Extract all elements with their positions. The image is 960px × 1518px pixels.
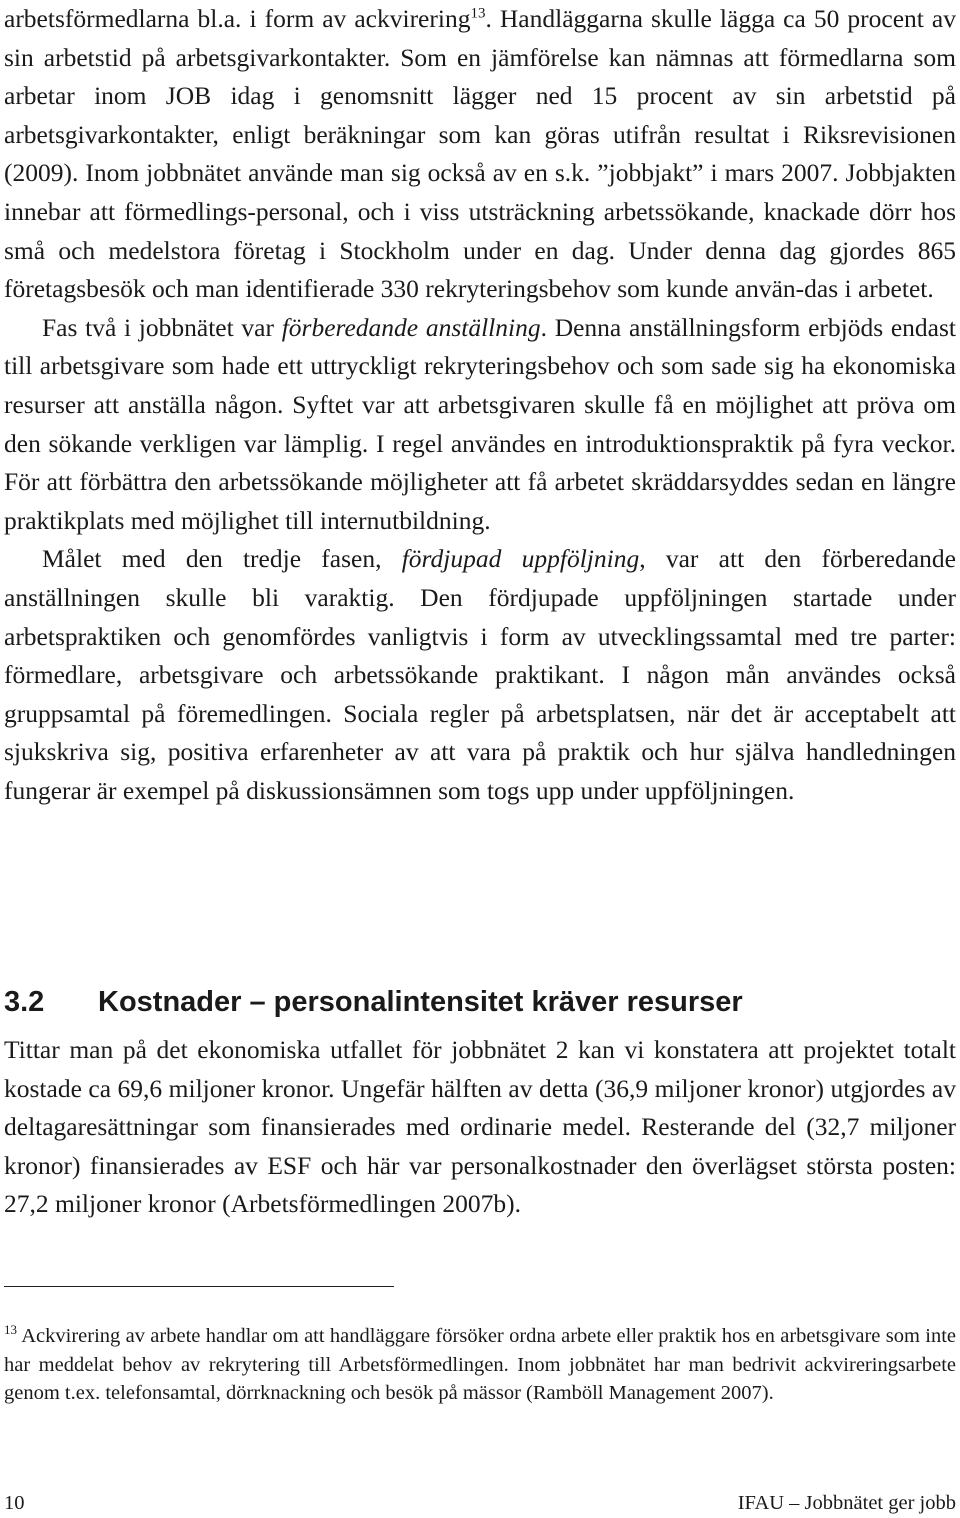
- section-number: 3.2: [4, 986, 45, 1018]
- paragraph: [4, 0, 956, 309]
- running-title: IFAU – Jobbnätet ger jobb: [737, 1492, 956, 1514]
- text-run: , var att den förberedande anställningen skulle bli varaktig. Den fördjupade uppföljningen startade under arbetspraktiken och genomfördes vanligtvis i form av utvecklingssamtal med tre parter: förmedlare, arbetsgivare och arbetssökande praktikant. I någon mån användes också gruppsamtal på föremedlingen. Sociala regler på arbetsplatsen, när det är acceptabelt att sjukskriva sig, positiva erfarenheter av att vara på praktik och hur själva handledningen fungerar är exempel på diskussionsämnen som togs upp under uppföljningen.: [4, 544, 956, 805]
- emphasis-text: fördjupad uppföljning: [401, 544, 640, 574]
- section-heading: [4, 984, 743, 1020]
- text-run: arbetsförmedlarna bl.a. i form av ackvirering: [4, 4, 471, 33]
- body-text-block: [4, 0, 956, 810]
- footnote: [4, 1322, 956, 1408]
- footnote-mark: 13: [4, 1322, 17, 1338]
- footnote-text: Ackvirering av arbete handlar om att handläggare försöker ordna arbete eller praktik hos en arbetsgivare som inte har meddelat behov av rekrytering till Arbetsförmedlingen. Inom jobbnätet har man bedrivit ackvireringsarbete genom t.ex. telefonsamtal, dörrknackning och besök på mässor (Ramböll Management 2007).: [4, 1325, 956, 1404]
- text-run: . Handläggarna skulle lägga ca 50 procent av sin arbetstid på arbetsgivarkontakter. Som en jämförelse kan nämnas att förmedlarna som arbetar inom JOB idag i genomsnitt lägger ned 15 procent av sin arbetstid på arbetsgivarkontakter, enligt beräkningar som kan göras utifrån resultat i Riksrevisionen (2009). Inom jobbnätet använde man sig också av en s.k. ”jobbjakt” i mars 2007. Jobbjakten innebar att förmedlings-personal, och i viss utsträckning arbetssökande, knackade dörr hos små och medelstora företag i Stockholm under en dag. Under denna dag gjordes 865 företagsbesök och man identifierade 330 rekryteringsbehov som kunde använ-das i arbetet.: [4, 4, 956, 304]
- paragraph: [4, 309, 956, 541]
- footnote-reference: 13: [470, 5, 486, 22]
- section-title: Kostnader – personalintensitet kräver resurser: [98, 986, 743, 1018]
- paragraph: [4, 1031, 956, 1224]
- footnote-separator: [4, 1286, 394, 1287]
- text-run: . Denna anställningsform erbjöds endast till arbetsgivare som hade ett uttryckligt rekryteringsbehov och som sade sig ha ekonomiska resurser att anställa någon. Syftet var att arbetsgivaren skulle få en möjlighet att pröva om den sökande verkligen var lämplig. I regel användes en introduktionspraktik på fyra veckor. För att förbättra den arbetssökande möjligheter att få arbetet skräddarsyddes sedan en längre praktikplats med möjlighet till internutbildning.: [4, 312, 956, 535]
- text-run: Fas två i jobbnätet var: [42, 312, 282, 342]
- text-run: Tittar man på det ekonomiska utfallet för jobbnätet 2 kan vi konstatera att projektet totalt kostade ca 69,6 miljoner kronor. Ungefär hälften av detta (36,9 miljoner kronor) utgjordes av deltagaresättningar som finansierades med ordinarie medel. Resterande del (32,7 miljoner kronor) finansierades av ESF och här var personalkostnader den överlägset största posten: 27,2 miljoner kronor (Arbetsförmedlingen 2007b).: [4, 1035, 956, 1219]
- page-number: 10: [4, 1492, 25, 1514]
- section-body-text: [4, 1031, 956, 1224]
- paragraph: [4, 540, 956, 810]
- text-run: Målet med den tredje fasen,: [42, 544, 402, 574]
- emphasis-text: förberedande anställning: [281, 312, 541, 342]
